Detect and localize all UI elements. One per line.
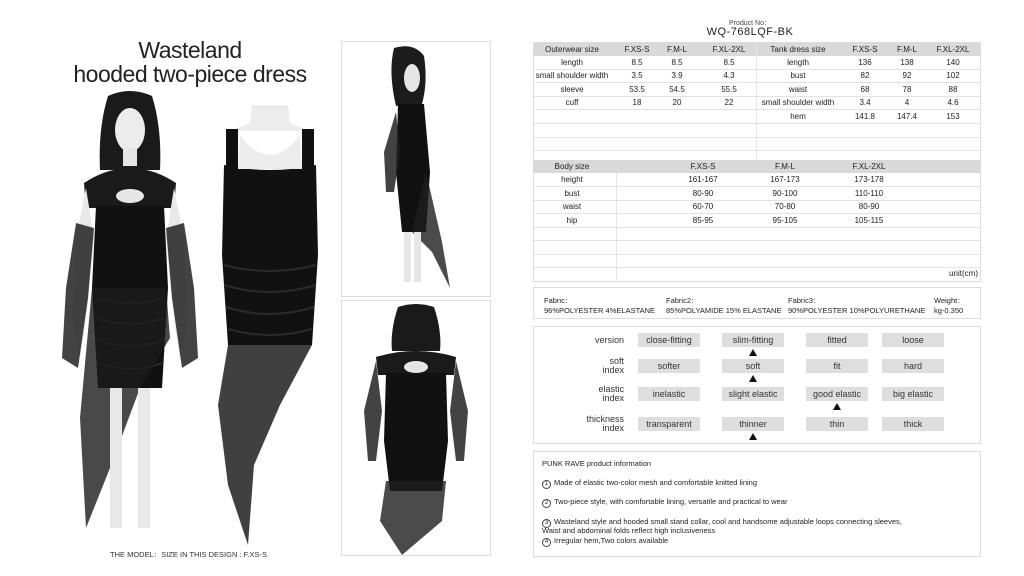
outerwear-cell: 54.5 <box>669 85 685 94</box>
body-header-xl: F.XL-2XL <box>852 162 886 171</box>
product-information <box>533 451 981 557</box>
tank-cell: 102 <box>946 71 960 80</box>
thickness-option-3: thin <box>806 417 868 431</box>
tank-cell: 82 <box>860 71 870 80</box>
outerwear-cell: 3.5 <box>631 71 643 80</box>
body-cell: 90-100 <box>772 189 798 198</box>
weight-value: kg-0.350 <box>934 306 964 315</box>
body-cell: 95-105 <box>772 216 798 225</box>
body-row-label: bust <box>564 189 580 198</box>
tank-cell: 78 <box>902 85 912 94</box>
info-title: PUNK RAVE product information <box>542 459 652 468</box>
outerwear-row-label: length <box>561 58 583 67</box>
product-title-line2: hooded two-piece dress <box>73 61 307 87</box>
model-size-note: THE MODEL：SIZE IN THIS DESIGN : F.XS-S <box>110 550 267 559</box>
body-header-ml: F.M-L <box>775 162 795 171</box>
tank-dress-illustration <box>210 105 330 545</box>
tank-header-xl: F.XL-2XL <box>936 45 970 54</box>
elastic-option-3: good elastic <box>806 387 868 401</box>
elastic-option-1: inelastic <box>638 387 700 401</box>
body-cell: 85-95 <box>692 216 714 225</box>
info-number: 3 <box>542 519 551 528</box>
body-cell: 110-110 <box>854 189 884 198</box>
tank-dress-photo <box>210 105 330 545</box>
version-option-1: close-fitting <box>638 333 700 347</box>
tank-row-label: small shoulder width <box>761 98 835 107</box>
outerwear-cell: 8.5 <box>723 58 735 67</box>
tank-cell: 88 <box>948 85 958 94</box>
unit-label: unit(cm) <box>949 269 978 278</box>
outerwear-header-xs: F.XS-S <box>624 45 650 54</box>
tank-cell: 4.6 <box>947 98 959 107</box>
thickness-index-label: thickness index <box>586 414 624 433</box>
side-view-illustration <box>342 42 490 296</box>
tank-header-xs: F.XS-S <box>852 45 878 54</box>
back-view-illustration <box>342 301 490 555</box>
body-header: Body size <box>554 162 590 171</box>
weight <box>934 295 965 315</box>
fabric-1 <box>544 295 655 315</box>
back-view-photo <box>341 300 491 556</box>
soft-index-label: soft index <box>602 356 624 375</box>
outerwear-cell: 22 <box>724 98 734 107</box>
body-row-label: waist <box>562 202 582 211</box>
outerwear-cell: 8.5 <box>671 58 683 67</box>
body-cell: 161-167 <box>688 175 718 184</box>
side-view-photo <box>341 41 491 297</box>
fabric-3 <box>788 295 925 315</box>
body-cell: 167-173 <box>770 175 800 184</box>
outerwear-cell: 3.9 <box>671 71 683 80</box>
info-item-4: 4 Irregular hem,Two colors available <box>542 536 668 547</box>
body-cell: 60-70 <box>692 202 714 211</box>
tank-row-label: bust <box>790 71 806 80</box>
fabric-3-label: Fabric3： <box>788 296 821 305</box>
outerwear-header: Outerwear size <box>545 45 599 54</box>
info-item-3: 3 Wasteland style and hooded small stand collar, cool and handsome adjustable loops connecting sleeves, <box>542 517 902 528</box>
outerwear-cell: 53.5 <box>629 85 645 94</box>
tank-header: Tank dress size <box>770 45 826 54</box>
size-chart <box>533 42 981 282</box>
body-cell: 105-115 <box>854 216 884 225</box>
fabric-1-value: 96%POLYESTER 4%ELASTANE <box>544 306 656 315</box>
tank-cell: 92 <box>902 71 912 80</box>
outerwear-header-ml: F.M-L <box>667 45 687 54</box>
version-label: version <box>594 335 624 345</box>
soft-option-4: hard <box>882 359 944 373</box>
tank-cell: 141.8 <box>854 112 876 121</box>
tank-row-label: hem <box>790 112 806 121</box>
body-header-xs: F.XS-S <box>690 162 716 171</box>
outerwear-row-label: cuff <box>565 98 579 107</box>
version-option-4: loose <box>882 333 944 347</box>
body-cell: 80-90 <box>858 202 880 211</box>
info-item-3-cont: Waist and abdominal folds reflect high inclusiveness <box>542 526 716 535</box>
thickness-option-1: transparent <box>638 417 700 431</box>
product-title-line1: Wasteland <box>138 37 242 63</box>
tank-cell: 140 <box>946 58 960 67</box>
body-cell: 80-90 <box>692 189 714 198</box>
fabric-1-label: Fabric： <box>544 296 573 305</box>
elastic-selected-marker <box>833 403 841 410</box>
fabric-3-value: 90%POLYESTER 10%POLYURETHANE <box>788 306 926 315</box>
body-cell: 173-178 <box>854 175 884 184</box>
thickness-option-2: thinner <box>722 417 784 431</box>
info-item-1: 1 Made of elastic two-color mesh and comfortable knitted lining <box>542 478 757 489</box>
fabric-2-value: 85%POLYAMIDE 15% ELASTANE <box>666 306 782 315</box>
tank-cell: 138 <box>900 58 914 67</box>
thickness-selected-marker <box>749 433 757 440</box>
outerwear-row-label: small shoulder width <box>535 71 609 80</box>
soft-selected-marker <box>749 375 757 382</box>
tank-cell: 68 <box>860 85 870 94</box>
elastic-index-label: elastic index <box>598 384 624 403</box>
outerwear-cell: 4.3 <box>723 71 735 80</box>
tank-cell: 4 <box>904 98 910 107</box>
version-selected-marker <box>749 349 757 356</box>
thickness-option-4: thick <box>882 417 944 431</box>
body-cell: 70-80 <box>774 202 796 211</box>
tank-cell: 153 <box>946 112 960 121</box>
version-option-3: fitted <box>806 333 868 347</box>
elastic-option-4: big elastic <box>882 387 944 401</box>
outerwear-cell: 55.5 <box>721 85 737 94</box>
version-option-2: slim-fitting <box>722 333 784 347</box>
outerwear-cell: 20 <box>672 98 682 107</box>
outerwear-row-label: sleeve <box>560 85 584 94</box>
product-number: WQ-768LQF-BK <box>706 26 794 38</box>
info-item-2: 2 Two-piece style, with comfortable lining, versatile and practical to wear <box>542 497 787 508</box>
outerwear-cell: 8.5 <box>631 58 643 67</box>
front-photo-hooded <box>50 88 210 543</box>
info-number: 1 <box>542 480 551 489</box>
outerwear-cell: 18 <box>632 98 642 107</box>
elastic-option-2: slight elastic <box>722 387 784 401</box>
hooded-dress-illustration <box>50 88 210 543</box>
tank-cell: 136 <box>858 58 872 67</box>
fabric-2-label: Fabric2： <box>666 296 699 305</box>
soft-option-2: soft <box>722 359 784 373</box>
tank-row-label: length <box>787 58 809 67</box>
fit-scales <box>533 326 981 444</box>
weight-label: Weight： <box>934 296 965 305</box>
info-number: 2 <box>542 499 551 508</box>
tank-cell: 3.4 <box>859 98 871 107</box>
fabric-2 <box>666 295 781 315</box>
soft-option-3: fit <box>806 359 868 373</box>
info-number: 4 <box>542 538 551 547</box>
soft-option-1: softer <box>638 359 700 373</box>
body-row-label: height <box>561 175 583 184</box>
product-title <box>40 38 340 86</box>
product-number-label: Product No： <box>728 20 772 27</box>
tank-row-label: waist <box>788 85 808 94</box>
tank-cell: 147.4 <box>896 112 918 121</box>
fabric-info <box>533 287 981 319</box>
tank-header-ml: F.M-L <box>897 45 917 54</box>
outerwear-header-xl: F.XL-2XL <box>712 45 746 54</box>
body-row-label: hip <box>566 216 578 225</box>
